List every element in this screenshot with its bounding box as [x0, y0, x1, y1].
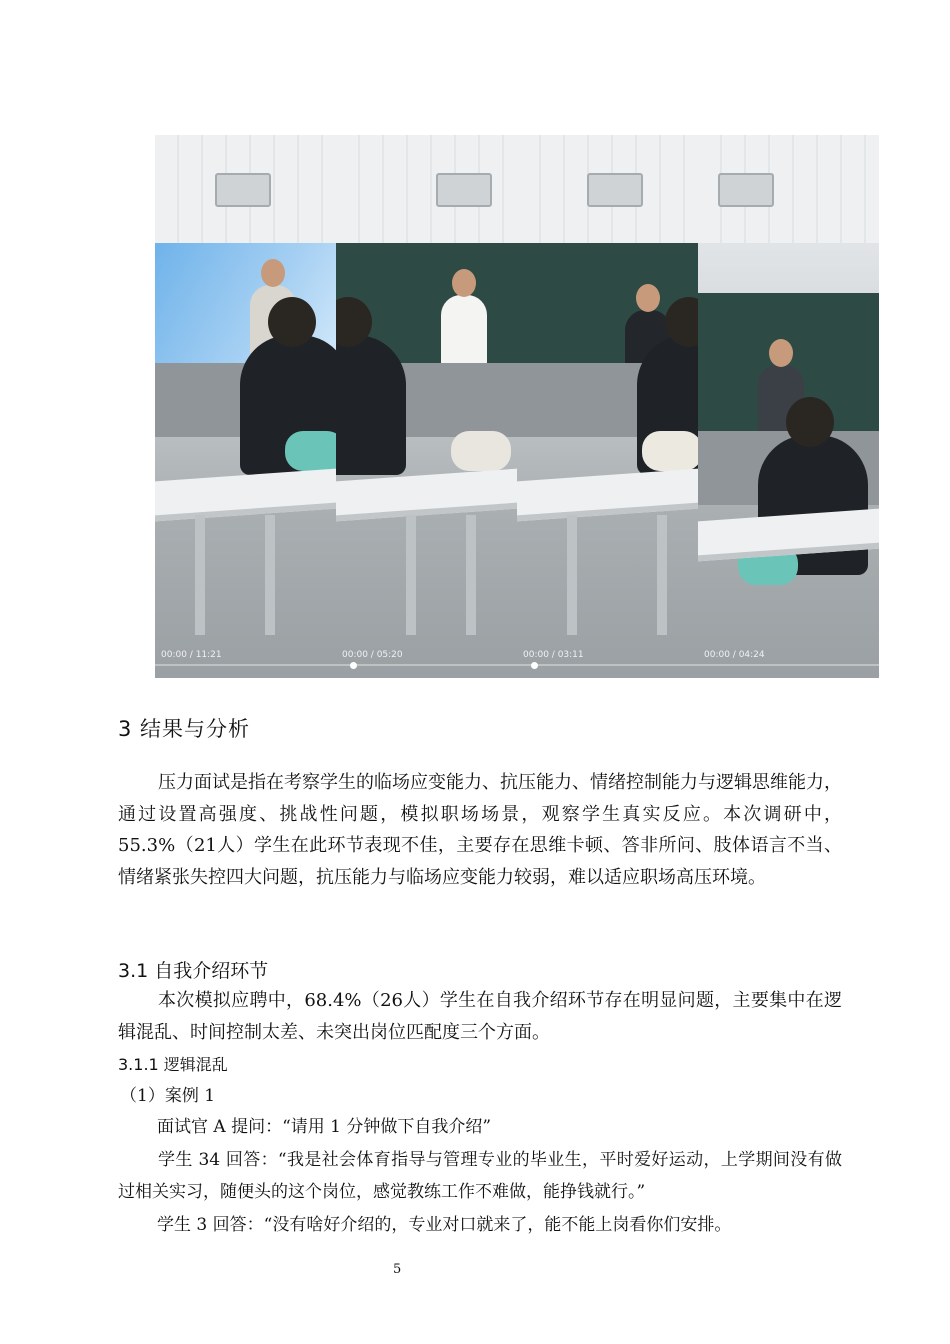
student-answer: 学生 34 回答：“我是社会体育指导与管理专业的毕业生，平时爱好运动，上学期间没有做过相关实习，随便头的这个岗位，感觉教练工作不难做，能挣钱就行。” [118, 1150, 842, 1202]
subsection-heading: 3.1 自我介绍环节 [118, 960, 269, 982]
progress-knob[interactable] [531, 662, 538, 669]
student-answer: 学生 3 回答：“没有啥好介绍的，专业对口就来了，能不能上岗看你们安排。 [157, 1215, 732, 1235]
video-time: 00:00 / 04:24 [704, 650, 765, 660]
classroom-photo-strip [155, 135, 879, 678]
case-label: （1）案例 1 [120, 1086, 216, 1106]
video-progress-bar[interactable] [517, 644, 698, 666]
section-paragraph: 压力面试是指在考察学生的临场应变能力、抗压能力、情绪控制能力与逻辑思维能力，通过设置高强度、挑战性问题，模拟职场场景，观察学生真实反应。本次调研中，55.3%（21人）学生在此环节表现不佳，主要存在思维卡顿、答非所问、肢体语言不当、情绪紧张失控四大问题，抗压能力与临场应变能力较弱，难以适应职场高压环境。 [118, 772, 842, 888]
video-progress-bar[interactable] [155, 644, 336, 666]
video-frame-1[interactable] [155, 135, 336, 678]
projector-icon [436, 173, 492, 207]
video-frame-4[interactable] [698, 135, 879, 678]
progress-knob[interactable] [350, 662, 357, 669]
projector-icon [587, 173, 643, 207]
projector-icon [215, 173, 271, 207]
subsubsection-heading: 3.1.1 逻辑混乱 [118, 1055, 228, 1074]
section-heading: 3 结果与分析 [118, 717, 251, 741]
projector-icon [718, 173, 774, 207]
video-progress-bar[interactable] [336, 644, 517, 666]
video-time: 00:00 / 11:21 [161, 650, 222, 660]
video-progress-bar[interactable] [698, 644, 879, 666]
interviewer-question: 面试官 A 提问：“请用 1 分钟做下自我介绍” [157, 1117, 492, 1137]
video-frame-3[interactable] [517, 135, 698, 678]
page-number: 5 [393, 1262, 402, 1277]
subsection-paragraph: 本次模拟应聘中，68.4%（26人）学生在自我介绍环节存在明显问题，主要集中在逻辑混乱、时间控制太差、未突出岗位匹配度三个方面。 [118, 990, 842, 1043]
seated-student [336, 335, 406, 475]
video-time: 00:00 / 03:11 [523, 650, 584, 660]
video-time: 00:00 / 05:20 [342, 650, 403, 660]
video-frame-2[interactable] [336, 135, 517, 678]
